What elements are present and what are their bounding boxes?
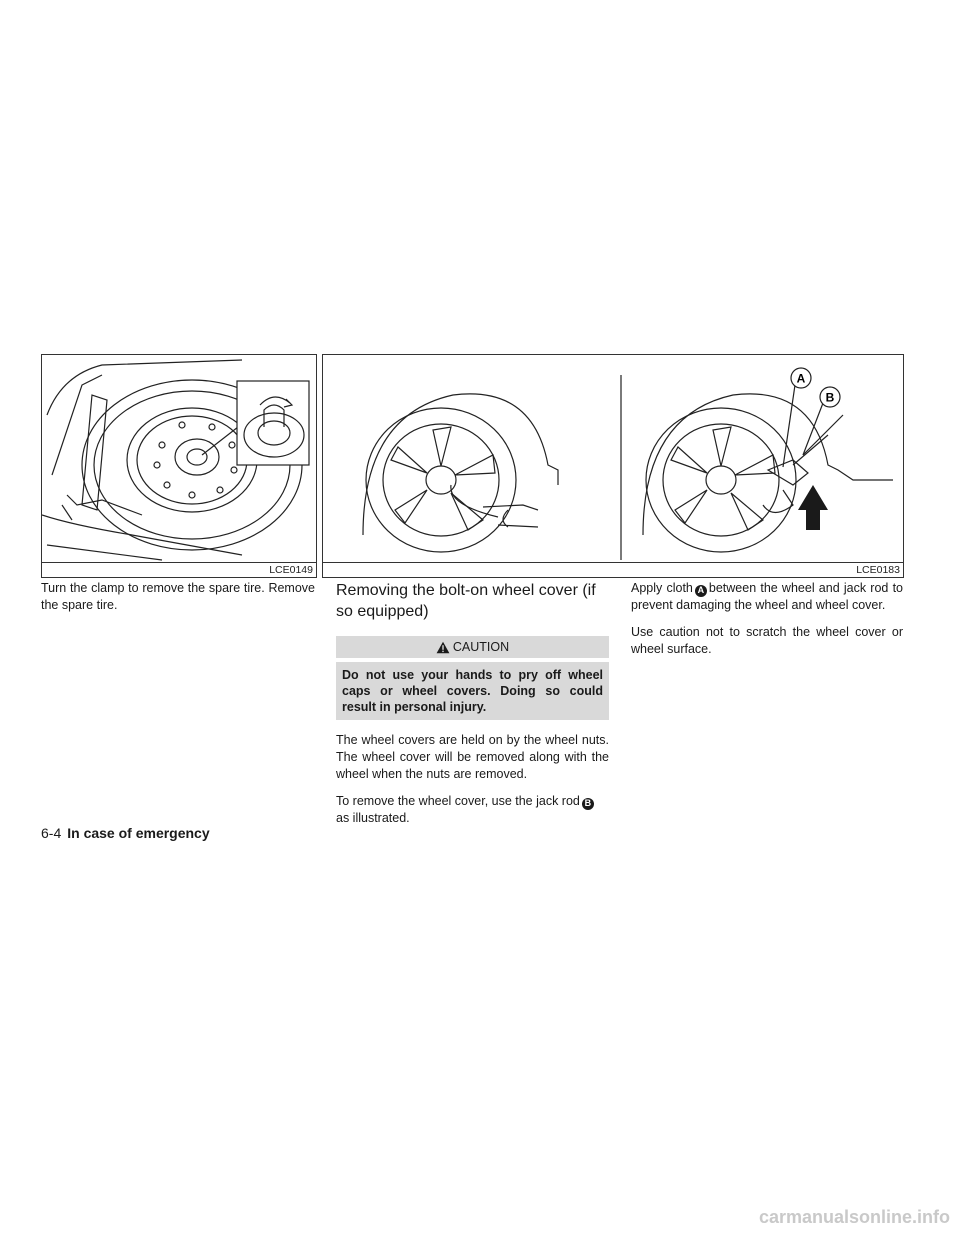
figure-caption-bar [323,562,903,577]
page-footer [41,825,210,841]
callout-a-marker: A [695,585,707,597]
callout-b-label: B [825,390,835,405]
paragraph-wheel-nuts: The wheel covers are held on by the wheel nuts. The wheel cover will be removed along with the wheel when the nuts are removed. [336,733,609,781]
callout-b-marker: B [582,798,594,810]
column-1 [41,580,315,624]
spare-tire-drawing [42,355,316,577]
caution-text: Do not use your hands to pry off wheel caps or wheel covers. Doing so could result in personal injury. [336,662,609,720]
cloth-text: Apply cloth [631,581,693,595]
watermark: carmanualsonline.info [758,1207,950,1227]
paragraph-cloth [631,580,903,614]
figure-code: LCE0183 [856,564,900,576]
spare-tire-instruction: Turn the clamp to remove the spare tire. Remove the spare tire. [41,581,315,612]
jack-rod-text: To remove the wheel cover, use the jack rod [336,794,580,808]
page-number: 6-4 [41,825,62,841]
caution-label: CAUTION [452,639,510,654]
wheel-cover-removal-illustration [322,354,904,578]
figure-code: LCE0149 [269,564,313,576]
warning-triangle-icon [436,641,450,654]
section-name: In case of emergency [67,825,210,841]
paragraph-jack-rod [336,793,609,827]
spare-tire-illustration [41,354,317,578]
wheel-cover-drawing [323,355,903,577]
jack-rod-text-end: as illustrated. [336,811,410,825]
cloth-text-end: between the wheel and jack rod to prevent damaging the wheel and wheel cover. [631,581,903,612]
callout-a-label: A [796,371,806,386]
column-3 [631,580,903,668]
column-2 [336,580,609,837]
caution-header [336,636,609,658]
paragraph-scratch-caution: Use caution not to scratch the wheel cover or wheel surface. [631,625,903,656]
section-title: Removing the bolt-on wheel cover (if so equipped) [336,582,596,620]
